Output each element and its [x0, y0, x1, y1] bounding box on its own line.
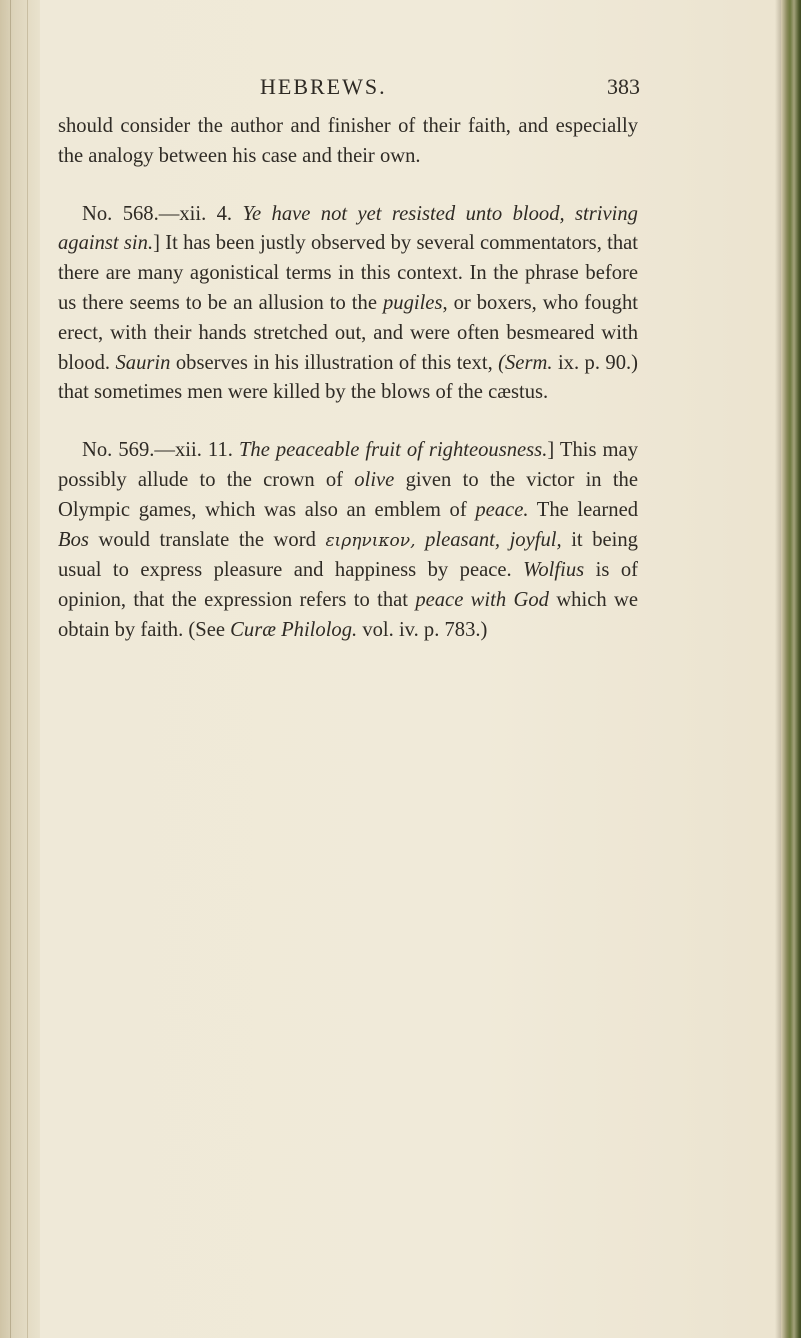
note-568-text: ix. p. 90.) that sometimes men were killed by the blows of the cæstus.: [58, 351, 639, 404]
page-gutter: [0, 0, 40, 1338]
note-569-text: which we obtain by faith. (See: [58, 589, 638, 641]
note-568-text: It has been justly observed by several commentators, that there are many agonistical terms in this context. In the phrase before us there seems to be an allusion to the: [58, 232, 638, 314]
note-568-ref-title: Ye have not yet resisted unto blood, striving against sin.: [58, 202, 638, 255]
page-body: [58, 112, 638, 646]
running-head: HEBREWS.: [260, 74, 387, 99]
page-edge-line: [27, 0, 28, 1338]
page-edge-line: [10, 0, 11, 1338]
peace-with-god-term: peace with God: [415, 589, 549, 612]
book-edge: [781, 0, 801, 1338]
intro-paragraph: should consider the author and finisher of their faith, and especially the analogy between his case and their own.: [58, 115, 638, 167]
peace-term: peace.: [475, 498, 529, 521]
note-568-paragraph: No. 568.—xii. 4. Ye have not yet resisted unto blood, striving against sin.] It has been justly observed by several commentators, that there are many agonistical terms in this context. In the phrase before us there seems to be an allusion to the pugiles, or boxers, who fought erect, with their hands stretched out, and were often besmeared with blood. Saurin observes in his illustration of this text, (Serm. ix. p. 90.) that sometimes men were killed by the blows of the cæstus.: [58, 202, 639, 404]
note-569-text: The learned: [536, 498, 639, 521]
note-569-paragraph: No. 569.—xii. 11. The peaceable fruit of righteousness.] This may possibly allude to the crown of olive given to the victor in the Olympic games, which was also an emblem of peace. The learned Bos would translate the word ειρηνικον, pleasant, joyful, it being usual to express pleasure and happiness by peace. Wolfius is of opinion, that the expression refers to that peace with God which we obtain by faith. (See Curæ Philolog. vol. iv. p. 783.): [58, 439, 639, 641]
note-569-lead: No. 569.—xii. 11.: [82, 439, 233, 462]
greek-word: ειρηνικον,: [325, 530, 416, 551]
olive-term: olive: [354, 468, 395, 491]
note-569-text: would translate the word: [98, 528, 316, 551]
wolfius-name: Wolfius: [523, 559, 585, 582]
page-number: 383: [607, 74, 640, 99]
serm-reference: (Serm.: [498, 351, 553, 374]
note-569-text: This may possibly allude to the crown of: [58, 439, 638, 491]
pugiles-term: pugiles: [382, 291, 443, 314]
note-568-lead: No. 568.—xii. 4.: [82, 202, 233, 225]
saurin-name: Saurin: [115, 351, 171, 374]
note-569-text: vol. iv. p. 783.): [362, 618, 488, 641]
note-568-text: observes in his illustration of this text,: [175, 351, 493, 374]
note-569-text: is of opinion, that the expression refers to that: [58, 559, 638, 612]
note-569-text: given to the victor in the Olympic games, which was also an emblem of: [58, 468, 638, 521]
note-569-text: it being usual to express pleasure and happiness by peace.: [58, 528, 638, 582]
curae-reference: Curæ Philolog.: [230, 618, 358, 641]
pleasant-term: pleasant, joyful,: [425, 528, 562, 551]
note-569-ref-title: The peaceable fruit of righteousness.: [238, 439, 548, 462]
bos-name: Bos: [58, 528, 89, 551]
page-header: [60, 74, 640, 108]
note-568-text: , or boxers, who fought erect, with their hands stretched out, and were often besmeared with blood.: [58, 291, 639, 374]
